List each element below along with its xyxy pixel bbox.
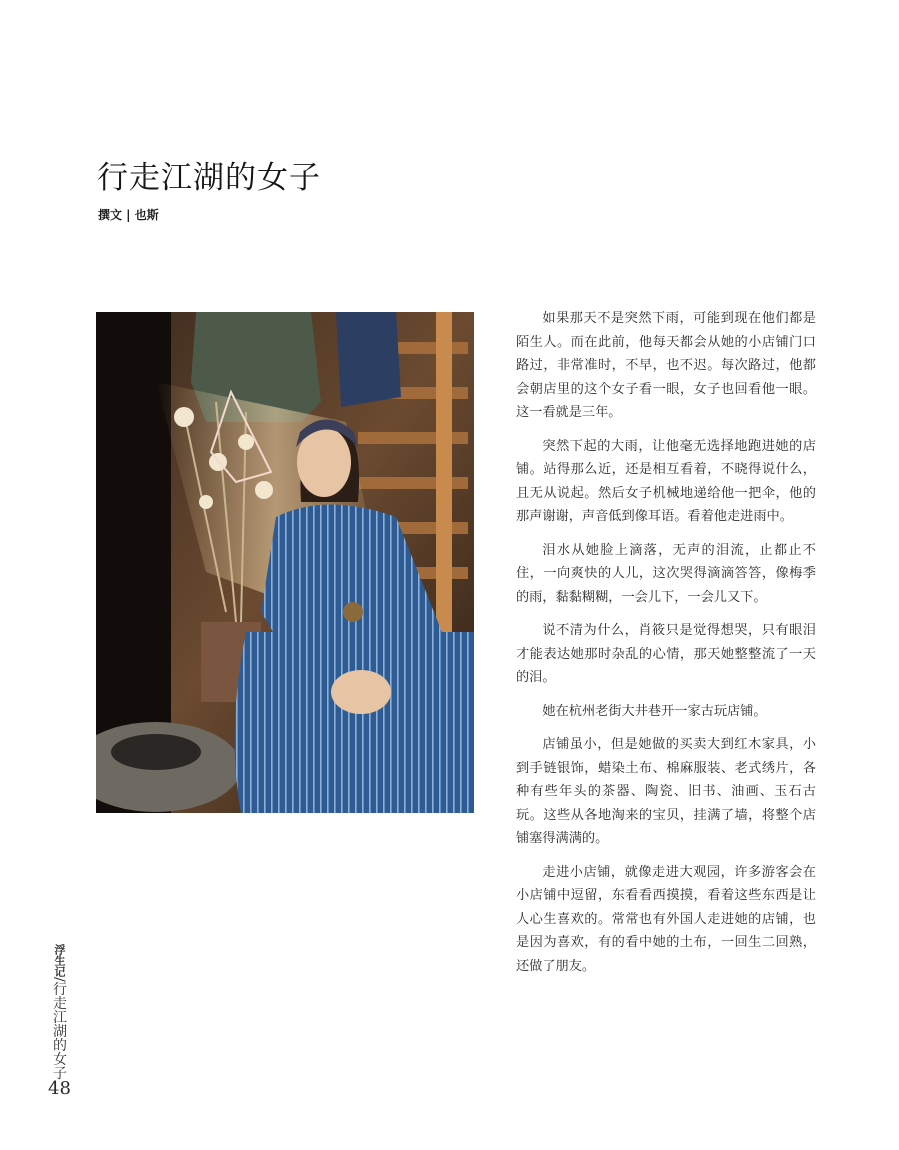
article-body <box>516 307 816 988</box>
page-number: 48 <box>48 1078 71 1099</box>
footer-separator: / <box>51 977 67 982</box>
article-byline: 撰文 | 也斯 <box>98 208 159 222</box>
article-photo <box>96 312 474 813</box>
article-paragraph: 如果那天不是突然下雨，可能到现在他们都是陌生人。而在此前，他每天都会从她的小店铺门口路过，非常准时，不早，也不迟。每次路过，他都会朝店里的这个女子看一眼，女子也回看他一眼。这一看就是三年。 <box>516 311 816 420</box>
article-paragraph: 她在杭州老街大井巷开一家古玩店铺。 <box>542 703 767 719</box>
article-paragraph: 店铺虽小，但是她做的买卖大到红木家具，小到手链银饰，蜡染土布、棉麻服装、老式绣片，各种有些年头的茶器、陶瓷、旧书、油画、玉石古玩。这些从各地淘来的宝贝，挂满了墙，将整个店铺塞得满满的。 <box>516 737 816 846</box>
article-paragraph: 说不清为什么，肖筱只是觉得想哭，只有眼泪才能表达她那时杂乱的心情，那天她整整流了一天的泪。 <box>516 623 816 685</box>
article-paragraph: 泪水从她脸上滴落，无声的泪流，止都止不住，一向爽快的人儿，这次哭得滴滴答答，像梅季的雨，黏黏糊糊，一会儿下，一会儿又下。 <box>516 542 816 605</box>
footer-section-title: 行走江湖的女子 <box>51 981 67 1080</box>
magazine-brand: 浮生记 <box>53 944 66 977</box>
running-footer <box>46 944 70 1080</box>
article-paragraph: 突然下起的大雨，让他毫无选择地跑进她的店铺。站得那么近，还是相互看着，不晓得说什么，且无从说起。然后女子机械地递给他一把伞，他的那声谢谢，声音低到像耳语。看着他走进雨中。 <box>516 438 816 524</box>
article-paragraph: 走进小店铺，就像走进大观园，许多游客会在小店铺中逗留，东看看西摸摸，看着这些东西是让人心生喜欢的。常常也有外国人走进她的店铺，也是因为喜欢，有的看中她的土布，一回生二回熟，还做了朋友。 <box>516 864 816 974</box>
article-title: 行走江湖的女子 <box>97 160 321 196</box>
